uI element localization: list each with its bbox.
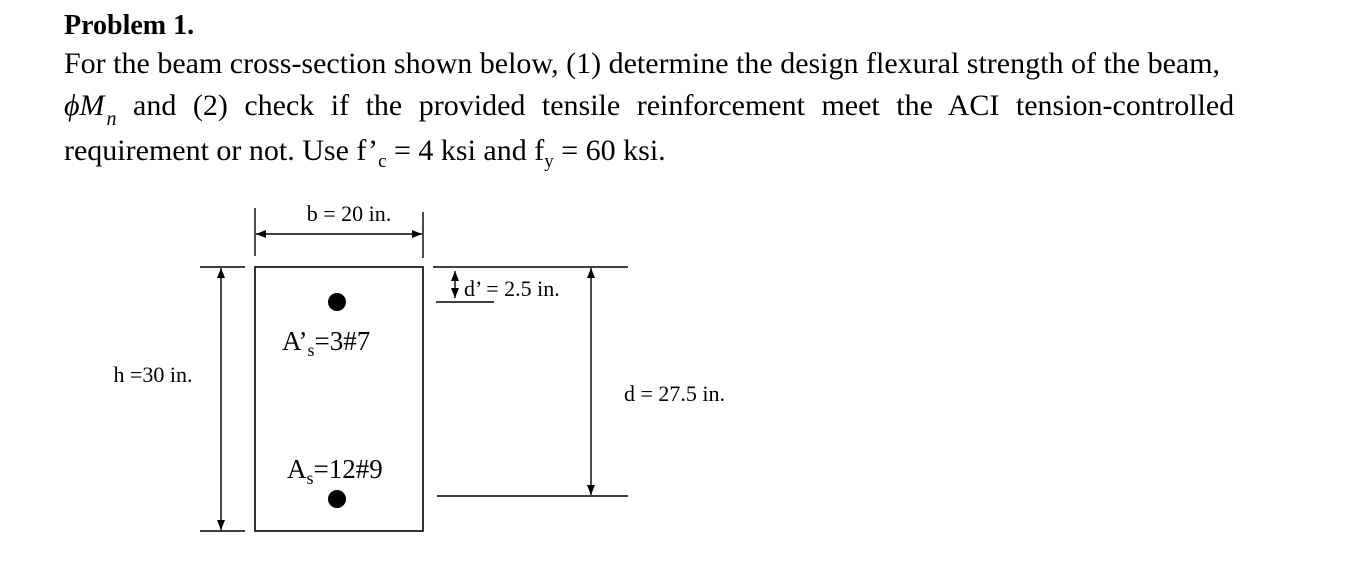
phi-mn-symbol: ϕM — [64, 89, 105, 122]
top-cover-label: d’ = 2.5 in. — [464, 276, 560, 301]
tens-steel-label-b: =12#9 — [313, 454, 383, 484]
phi-mn-subscript: n — [106, 108, 117, 130]
comp-steel-label-b: =3#7 — [314, 326, 371, 356]
line-2-text: and (2) check if the provided tensile reinforcement meet the ACI tension-controlled — [116, 89, 1235, 122]
fc-subscript: c — [378, 151, 387, 172]
tens-steel-label-sub: s — [306, 468, 314, 488]
problem-statement-line-1: For the beam cross-section shown below, (1) determine the design flexural strength of the beam, — [64, 47, 1221, 80]
comp-steel-label-a: A’ — [282, 326, 308, 356]
line-3-text-b: = 4 ksi and f — [386, 134, 545, 167]
comp-steel-label-sub: s — [307, 340, 315, 360]
line-3-text-c: = 60 ksi. — [553, 134, 666, 167]
width-label: b = 20 in. — [306, 201, 392, 226]
tension-rebar — [328, 490, 346, 508]
height-label: h =30 in. — [113, 362, 193, 387]
fy-subscript: y — [544, 151, 554, 172]
tension-steel-label — [287, 454, 383, 488]
compression-rebar — [328, 293, 346, 311]
tens-steel-label-a: A — [287, 454, 307, 484]
depth-label: d = 27.5 in. — [624, 381, 726, 406]
compression-steel-label — [282, 326, 370, 360]
problem-title: Problem 1. — [64, 10, 195, 41]
line-3-text-a: requirement or not. Use f’ — [64, 134, 379, 167]
